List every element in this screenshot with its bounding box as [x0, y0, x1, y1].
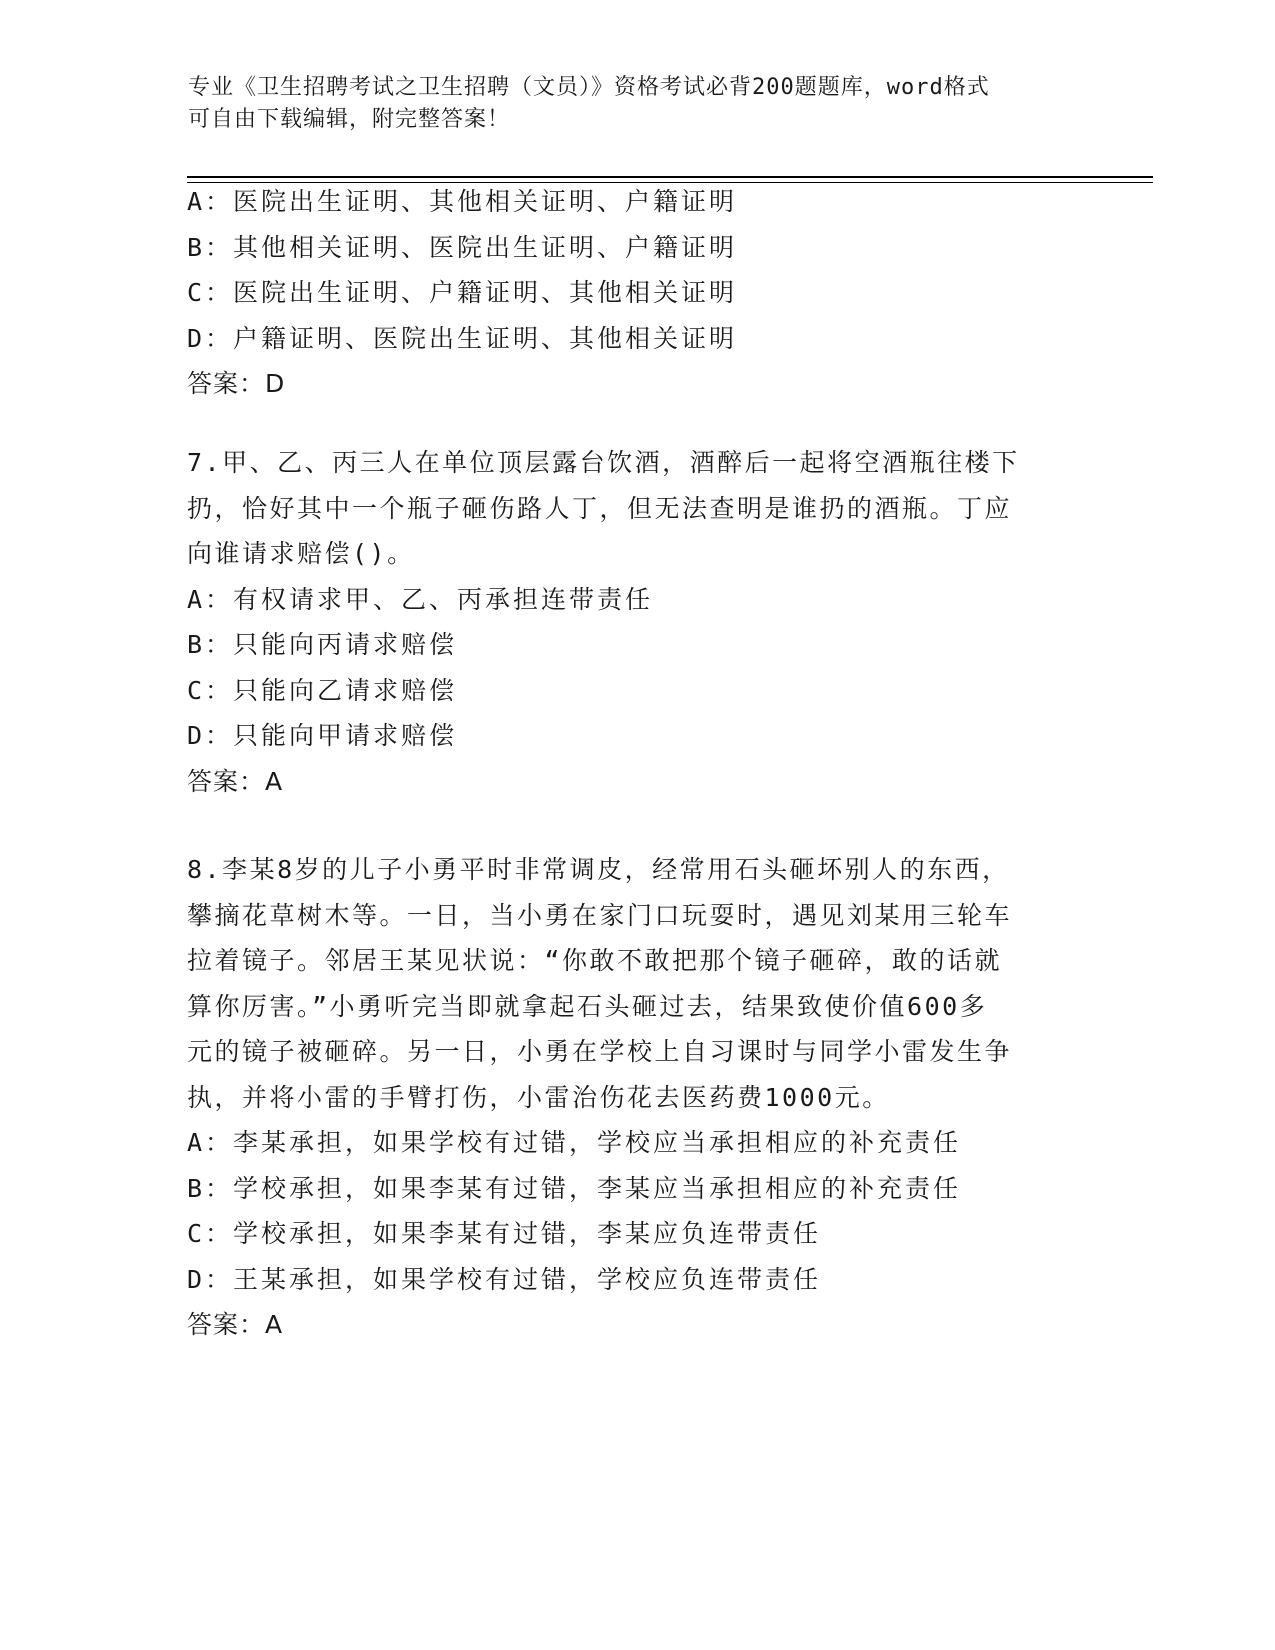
q7-option-a: A：有权请求甲、乙、丙承担连带责任	[187, 584, 654, 614]
question-7	[187, 440, 1067, 804]
q8-answer: 答案：A	[187, 1310, 284, 1339]
document-header	[188, 72, 1068, 136]
q6-answer: 答案：D	[187, 369, 286, 398]
q6-option-d: D：户籍证明、医院出生证明、其他相关证明	[187, 323, 738, 353]
question-8	[187, 847, 1067, 1348]
q7-stem-line: 向谁请求赔偿()。	[187, 539, 415, 568]
q7-option-b: B：只能向丙请求赔偿	[187, 630, 458, 659]
header-line-2: 可自由下载编辑，附完整答案！	[188, 107, 511, 132]
q6-option-c: C：医院出生证明、户籍证明、其他相关证明	[187, 278, 738, 307]
q7-option-c: C：只能向乙请求赔偿	[187, 675, 458, 705]
q7-stem	[187, 440, 1067, 577]
q8-stem-line: 拉着镜子。邻居王某见状说：“你敢不敢把那个镜子砸碎，敢的话就	[187, 946, 1003, 975]
q7-stem-line: 7.甲、乙、丙三人在单位顶层露台饮酒，酒醉后一起将空酒瓶往楼下	[187, 448, 1020, 477]
q8-stem-line: 算你厉害。”小勇听完当即就拿起石头砸过去，结果致使价值600多	[187, 991, 988, 1021]
q7-option-d: D：只能向甲请求赔偿	[187, 721, 458, 750]
q8-stem-line: 攀摘花草树木等。一日，当小勇在家门口玩耍时，遇见刘某用三轮车	[187, 900, 1013, 930]
q7-stem-line: 扔，恰好其中一个瓶子砸伤路人丁，但无法查明是谁扔的酒瓶。丁应	[187, 493, 1013, 523]
q8-option-b: B：学校承担，如果李某有过错，李某应当承担相应的补充责任	[187, 1173, 962, 1203]
q8-option-d: D：王某承担，如果学校有过错，学校应负连带责任	[187, 1264, 822, 1294]
q8-stem-line: 元的镜子被砸碎。另一日，小勇在学校上自习课时与同学小雷发生争	[187, 1037, 1013, 1066]
q8-stem-line: 执，并将小雷的手臂打伤，小雷治伤花去医药费1000元。	[187, 1082, 890, 1112]
q8-stem	[187, 847, 1067, 1120]
q8-option-a: A：李某承担，如果学校有过错，学校应当承担相应的补充责任	[187, 1128, 962, 1157]
header-line-1: 专业《卫生招聘考试之卫生招聘（文员）》资格考试必背200题题库，word格式	[188, 75, 990, 100]
q8-stem-line: 8.李某8岁的儿子小勇平时非常调皮，经常用石头砸坏别人的东西，	[187, 855, 1010, 884]
question-6	[187, 179, 1067, 407]
q8-option-c: C：学校承担，如果李某有过错，李某应负连带责任	[187, 1219, 822, 1248]
q7-answer: 答案：A	[187, 766, 284, 796]
q6-option-b: B：其他相关证明、医院出生证明、户籍证明	[187, 232, 738, 262]
q6-option-a: A：医院出生证明、其他相关证明、户籍证明	[187, 187, 738, 216]
header-divider-thick	[187, 176, 1153, 178]
